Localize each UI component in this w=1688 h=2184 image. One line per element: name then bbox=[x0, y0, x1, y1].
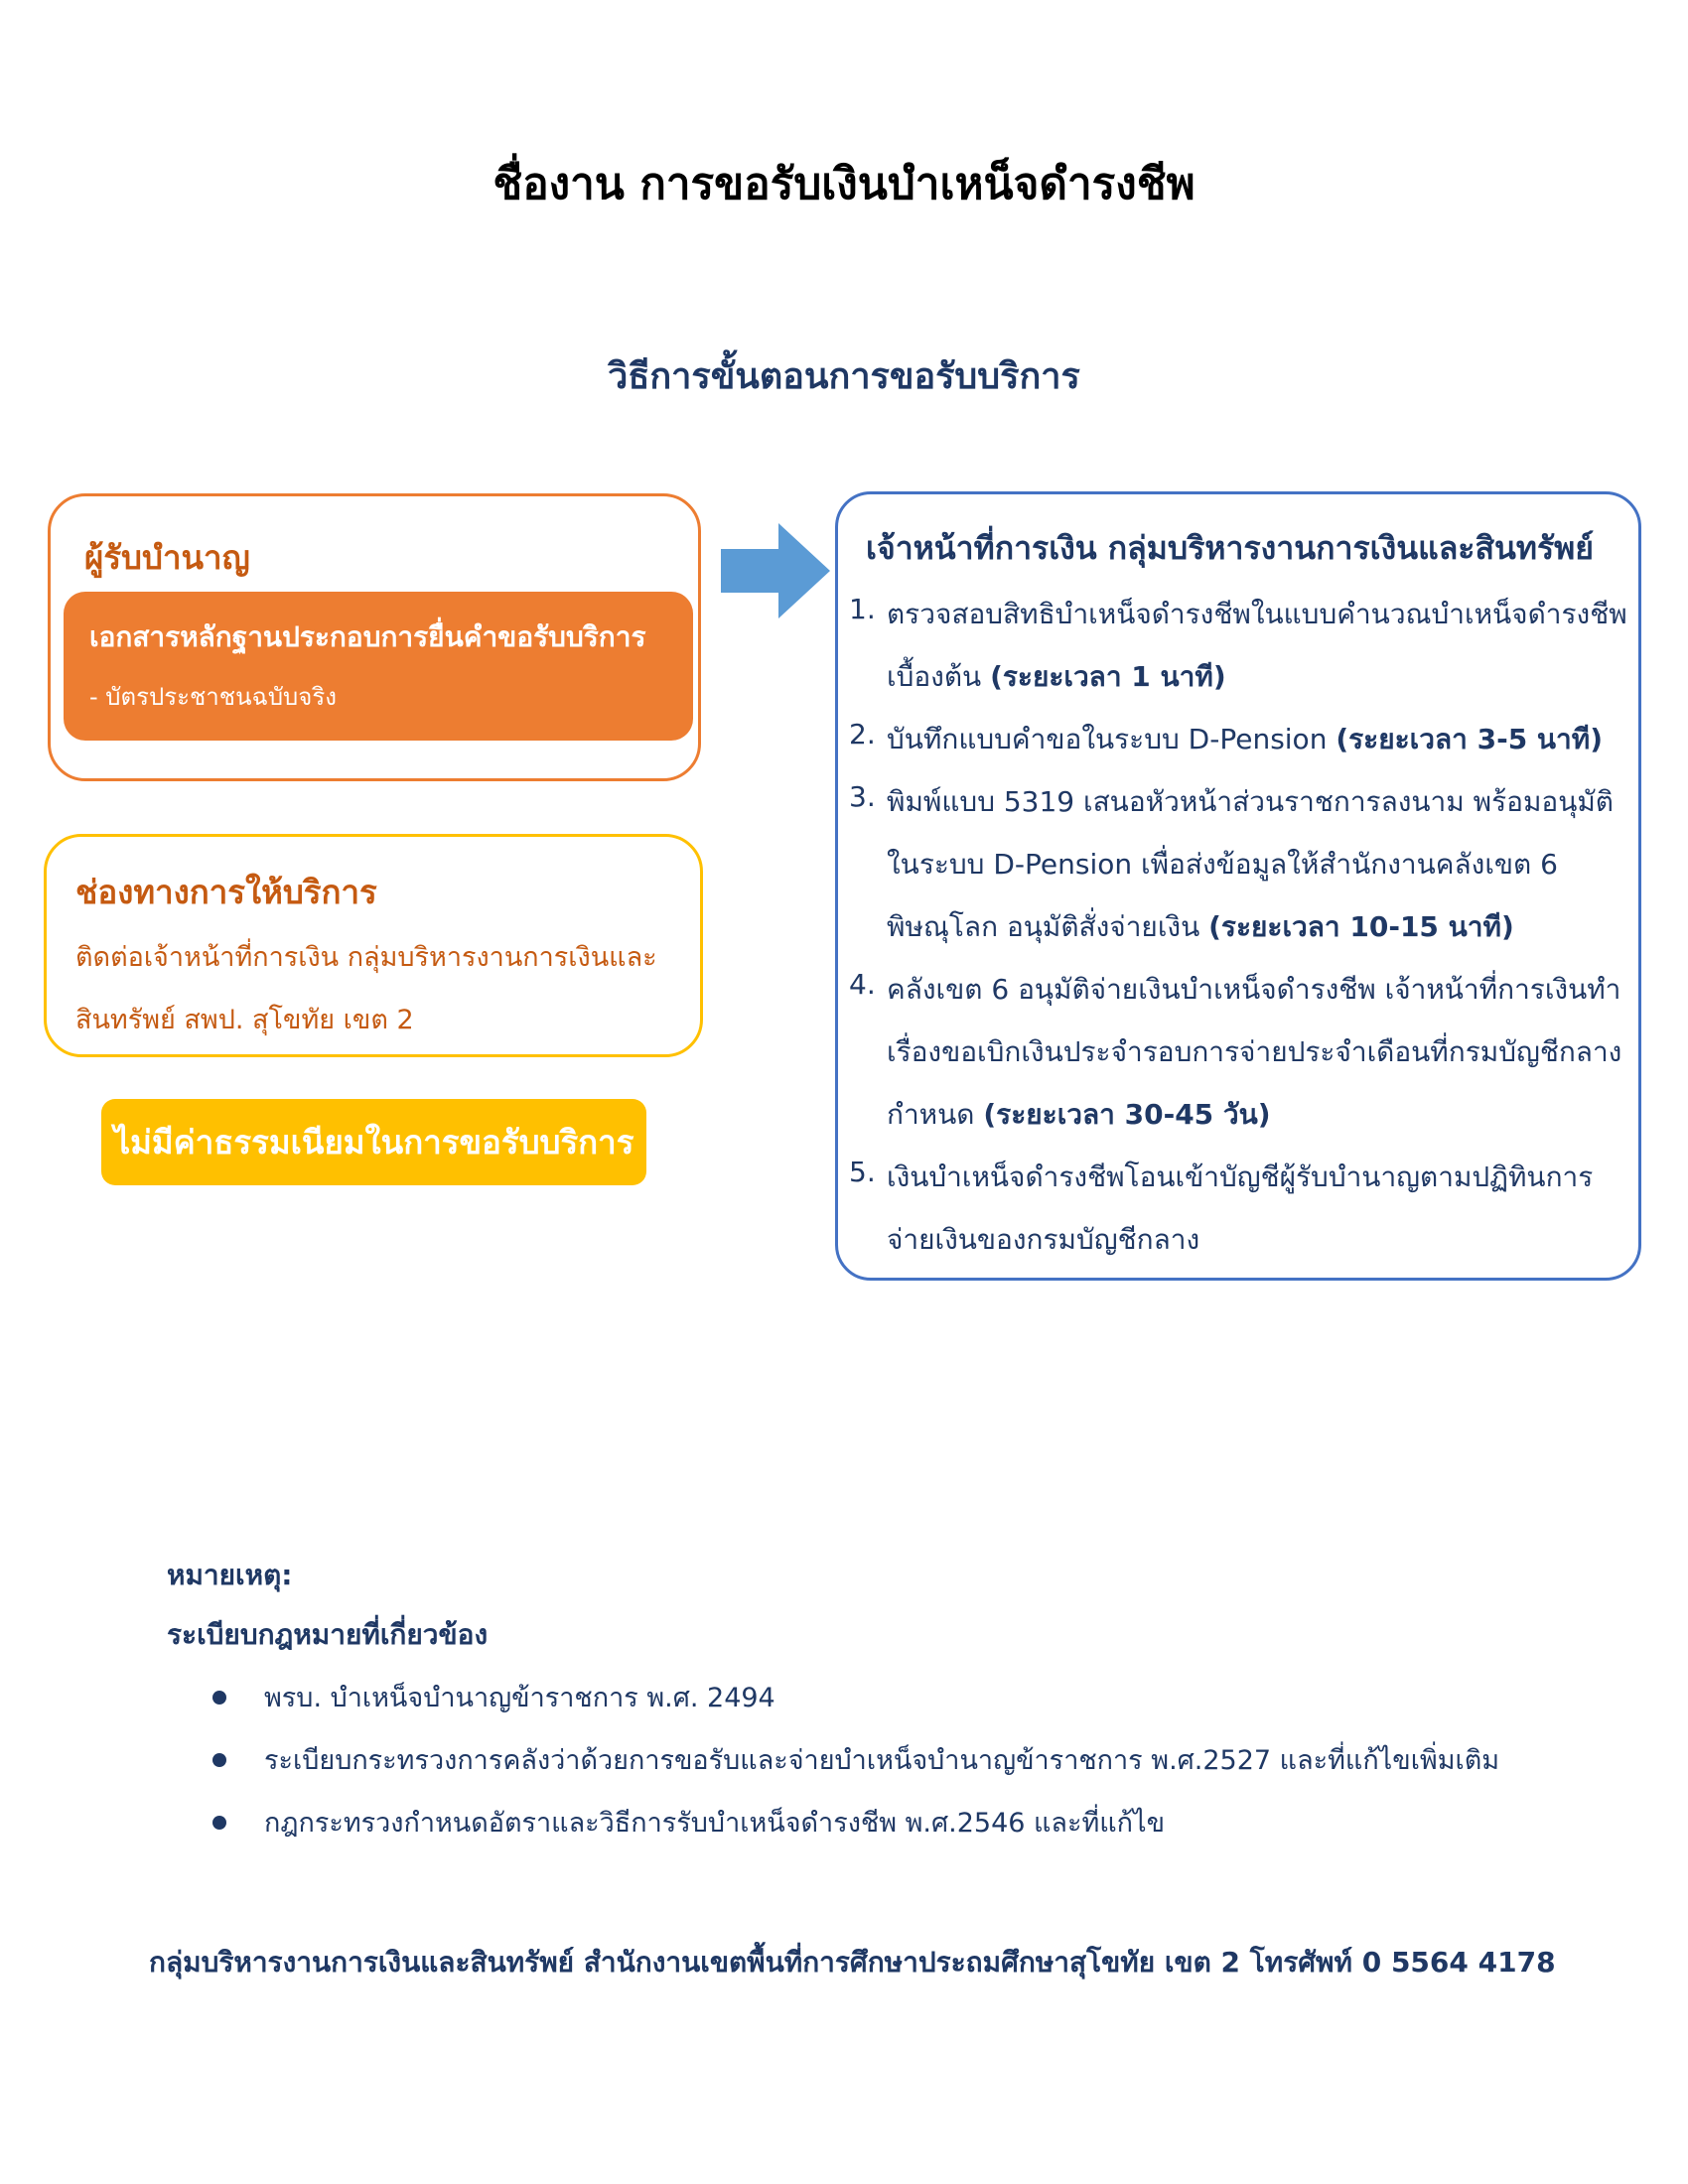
documents-item: - บัตรประชาชนฉบับจริง bbox=[89, 683, 337, 711]
step-text: เบื้องต้น (ระยะเวลา 1 นาที) bbox=[887, 660, 1226, 693]
step-duration: (ระยะเวลา 1 นาที) bbox=[990, 660, 1226, 693]
channel-text-line: ติดต่อเจ้าหน้าที่การเงิน กลุ่มบริหารงานการเงินและ bbox=[75, 942, 657, 973]
footer-contact: กลุ่มบริหารงานการเงินและสินทรัพย์ สำนักงานเขตพื้นที่การศึกษาประถมศึกษาสุโขทัย เขต 2 โทรศัพท์ 0 5564 4178 bbox=[149, 1946, 1556, 1979]
step-text: เรื่องขอเบิกเงินประจำรอบการจ่ายประจำเดือนที่กรมบัญชีกลาง bbox=[887, 1035, 1622, 1068]
note-heading: หมายเหตุ: bbox=[167, 1559, 293, 1591]
fee-badge: ไม่มีค่าธรรมเนียมในการขอรับบริการ bbox=[101, 1099, 646, 1185]
step-text: พิมพ์แบบ 5319 เสนอหัวหน้าส่วนราชการลงนาม พร้อมอนุมัติ bbox=[887, 785, 1614, 818]
documents-box bbox=[64, 592, 693, 741]
step-number: 3. bbox=[849, 780, 876, 813]
step-duration: (ระยะเวลา 30-45 วัน) bbox=[983, 1098, 1271, 1131]
bullet-icon bbox=[212, 1816, 226, 1830]
step-duration: (ระยะเวลา 10-15 นาที) bbox=[1208, 910, 1514, 943]
step-text: พิษณุโลก อนุมัติสั่งจ่ายเงิน (ระยะเวลา 10-15 นาที) bbox=[887, 910, 1514, 943]
step-text: จ่ายเงินของกรมบัญชีกลาง bbox=[887, 1223, 1200, 1256]
step-number: 2. bbox=[849, 718, 876, 751]
step-text: บันทึกแบบคำขอในระบบ D-Pension (ระยะเวลา 3-5 นาที) bbox=[887, 723, 1604, 755]
step-text: กำหนด (ระยะเวลา 30-45 วัน) bbox=[887, 1098, 1271, 1131]
step-text: เงินบำเหน็จดำรงชีพโอนเข้าบัญชีผู้รับบำนาญตามปฏิทินการ bbox=[887, 1160, 1594, 1193]
recipient-title: ผู้รับบำนาญ bbox=[84, 538, 250, 577]
step-number: 4. bbox=[849, 968, 876, 1001]
step-duration: (ระยะเวลา 3-5 นาที) bbox=[1336, 723, 1604, 755]
bullet-icon bbox=[212, 1753, 226, 1767]
bullet-icon bbox=[212, 1691, 226, 1705]
step-number: 1. bbox=[849, 593, 876, 625]
law-item: ระเบียบกระทรวงการคลังว่าด้วยการขอรับและจ่ายบำเหน็จบำนาญข้าราชการ พ.ศ.2527 และที่แก้ไขเพิ่มเติม bbox=[264, 1745, 1500, 1776]
arrow-right-icon bbox=[721, 523, 830, 618]
law-item: กฎกระทรวงกำหนดอัตราและวิธีการรับบำเหน็จดำรงชีพ พ.ศ.2546 และที่แก้ไข bbox=[264, 1808, 1166, 1839]
documents-title: เอกสารหลักฐานประกอบการยื่นคำขอรับบริการ bbox=[89, 620, 646, 653]
channel-text-line: สินทรัพย์ สพป. สุโขทัย เขต 2 bbox=[75, 1005, 414, 1035]
steps-title: เจ้าหน้าที่การเงิน กลุ่มบริหารงานการเงินและสินทรัพย์ bbox=[866, 529, 1595, 567]
page-title: ชื่องาน การขอรับเงินบำเหน็จดำรงชีพ bbox=[492, 159, 1196, 209]
section-title: วิธีการขั้นตอนการขอรับบริการ bbox=[608, 356, 1080, 397]
step-text: คลังเขต 6 อนุมัติจ่ายเงินบำเหน็จดำรงชีพ เจ้าหน้าที่การเงินทำ bbox=[887, 973, 1621, 1006]
step-text: ตรวจสอบสิทธิบำเหน็จดำรงชีพในแบบคำนวณบำเหน็จดำรงชีพ bbox=[887, 598, 1627, 630]
channel-title: ช่องทางการให้บริการ bbox=[75, 873, 377, 911]
step-text: ในระบบ D-Pension เพื่อส่งข้อมูลให้สำนักงานคลังเขต 6 bbox=[887, 848, 1558, 881]
step-number: 5. bbox=[849, 1156, 876, 1188]
law-item: พรบ. บำเหน็จบำนาญข้าราชการ พ.ศ. 2494 bbox=[264, 1683, 775, 1713]
law-heading: ระเบียบกฎหมายที่เกี่ยวข้อง bbox=[167, 1618, 489, 1651]
